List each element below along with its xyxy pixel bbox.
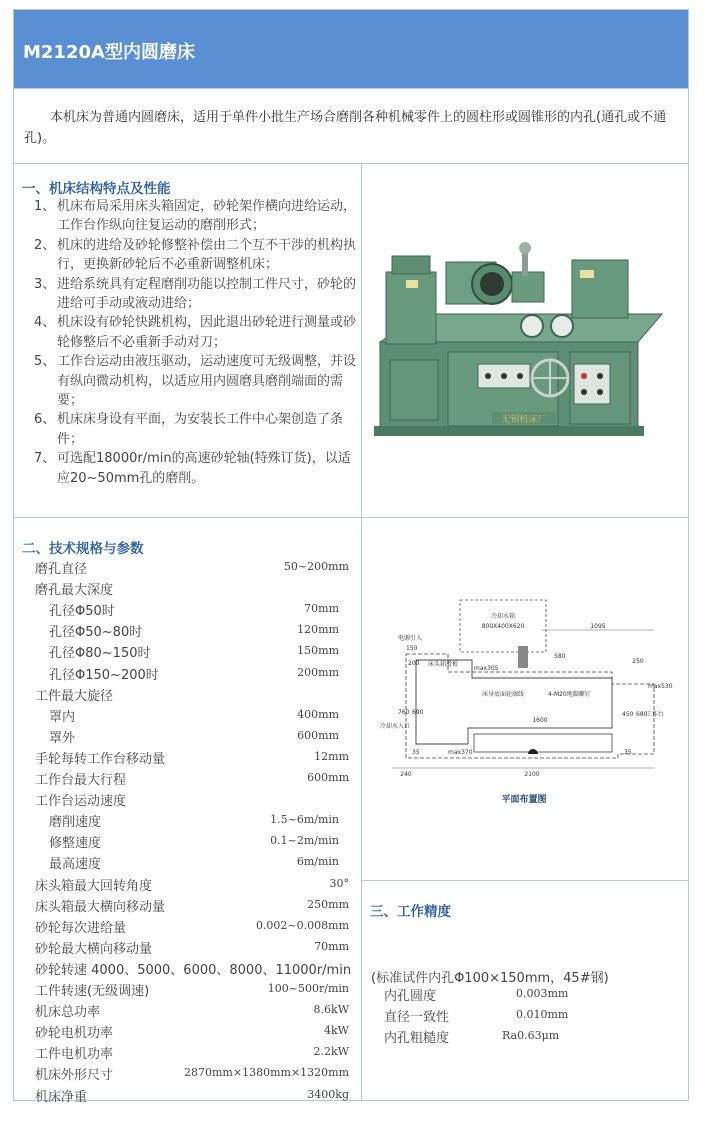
label-max530: max530: [648, 683, 673, 690]
intro-section: [14, 88, 688, 164]
specs-title: 二、技术规格与参数: [22, 541, 144, 557]
floor-plan-caption: 平面布置图: [501, 795, 547, 805]
spec-value: 600mm: [307, 771, 349, 784]
feature-number: 1、: [34, 199, 56, 214]
features-section: [14, 164, 688, 518]
spec-label: 砂轮转速 4000、5000、6000、8000、11000r/min: [35, 962, 352, 978]
spec-label: 床头箱最大横向移动量: [35, 899, 166, 915]
title-bar: [14, 10, 688, 88]
spec-value: 2870mm×1380mm×1320mm: [184, 1066, 349, 1080]
dim-35-right: 35: [624, 749, 632, 756]
dim-200: 200: [408, 660, 420, 667]
accuracy-value: 0.003mm: [516, 987, 569, 1000]
feature-number: 3、: [34, 276, 56, 292]
spec-label: 机床外形尺寸: [35, 1068, 114, 1084]
spec-value: 3400kg: [307, 1087, 349, 1101]
spec-value: 400mm: [297, 707, 339, 721]
spec-label: 修整速度: [49, 836, 102, 852]
product-sheet: [13, 9, 689, 1105]
dim-680: 680: [636, 711, 648, 718]
spec-value: 600mm: [297, 728, 339, 742]
spec-label: 机床净重: [35, 1089, 88, 1105]
spec-value: 200mm: [297, 665, 339, 679]
spec-label: 工件转速(无级调速): [35, 984, 150, 999]
machine-photo: [362, 164, 688, 517]
feature-text: 工作台运动由液压驱动，运动速度可无级调整，并设有纵向微动机构，以适应用内圆磨具磨削端面的需要；: [57, 354, 357, 409]
spec-value: 70mm: [304, 602, 339, 616]
spec-label: 孔径Φ50~80时: [49, 625, 143, 641]
label-power: 电源引入: [398, 635, 423, 642]
page-title: M2120A型内圆磨床: [23, 42, 195, 63]
spec-value: 12mm: [314, 749, 349, 763]
features-panel: [14, 164, 362, 517]
spec-label: 孔径Φ150~200时: [49, 667, 159, 683]
spec-label: 工作台最大行程: [35, 773, 127, 788]
feature-number: 6、: [34, 412, 56, 428]
feature-text: 机床布局采用床头箱固定，砂轮架作横向进给运动，工作台作纵向往复运动的磨削形式；: [57, 199, 357, 234]
machine-photo-panel: [362, 164, 688, 517]
spec-value: 2.2kW: [313, 1045, 349, 1059]
spec-value: 8.6kW: [313, 1003, 349, 1017]
dim-580: 580: [554, 653, 566, 660]
spec-value: 0.1~2m/min: [270, 834, 339, 848]
spec-label: 磨孔直径: [35, 562, 88, 577]
dim-1600: 1600: [532, 717, 548, 724]
feature-text: 可选配18000r/min的高速砂轮轴(特殊订货)，以适应20~50mm孔的磨削。: [57, 451, 351, 486]
spec-value: 100~500r/min: [267, 982, 349, 995]
spec-value: 250mm: [307, 897, 349, 911]
accuracy-label: 直径一致性: [384, 1010, 450, 1025]
spec-value: 70mm: [314, 939, 349, 953]
spec-value: 1.5~6m/min: [270, 813, 339, 827]
feature-number: 2、: [34, 237, 56, 253]
spec-value: 50~200mm: [283, 560, 349, 573]
dim-150: 150: [406, 645, 418, 652]
feature-item: [34, 449, 358, 488]
feature-text: 进给系统具有定程磨削功能以控制工件尺寸，砂轮的进给可手动或液动进给；: [57, 276, 357, 312]
label-table: 工作台: [646, 711, 665, 718]
feature-item: [34, 352, 358, 410]
feature-number: 4、: [34, 315, 56, 331]
label-bolts: 4-M20地脚螺钉: [548, 691, 591, 698]
spec-value: 6m/min: [296, 855, 339, 869]
spec-value: 30°: [329, 876, 349, 890]
label-bed-center: 床身底面轮廓线: [482, 691, 525, 698]
spec-label: 罩内: [49, 709, 76, 725]
feature-item: [34, 313, 358, 352]
accuracy-label: 内孔圆度: [384, 989, 437, 1004]
dim-690: 690: [412, 709, 424, 716]
accuracy-panel: [362, 881, 688, 1100]
feature-number: 5、: [34, 354, 56, 370]
accuracy-label: 内孔粗糙度: [384, 1031, 450, 1046]
spec-label: 孔径Φ80~150时: [49, 646, 151, 662]
dim-240: 240: [400, 771, 412, 778]
features-list: [34, 197, 358, 488]
spec-value: 0.002~0.008mm: [255, 918, 349, 932]
spec-label: 最高速度: [49, 857, 102, 873]
spec-label: 工件最大旋径: [35, 688, 114, 704]
feature-item: [34, 236, 358, 275]
floor-plan: [362, 518, 688, 881]
dim-250: 250: [632, 658, 644, 665]
dim-35-left: 35: [412, 749, 420, 756]
accuracy-subtitle: (标准试件内孔Φ100×150mm，45#钢): [371, 971, 609, 986]
feature-text: 机床设有砂轮快跳机构，因此退出砂轮进行测量或砂轮修整后不必重新手动对刀；: [57, 315, 357, 350]
specs-section: [14, 518, 688, 1105]
label-max370: max370: [448, 749, 473, 756]
label-tank: 冷却水箱: [490, 613, 516, 620]
spec-value: 4kW: [324, 1024, 349, 1038]
spec-label: 罩外: [49, 730, 76, 746]
feature-item: [34, 410, 358, 449]
spec-label: 工件电机功率: [35, 1047, 114, 1063]
dim-450: 450: [622, 711, 634, 718]
dim-1095: 1095: [590, 623, 606, 630]
spec-label: 磨孔最大深度: [35, 583, 114, 599]
feature-number: 7、: [34, 451, 56, 467]
intro-text: 本机床为普通内圆磨床，适用于单件小批生产场合磨削各种机械零件上的圆柱形或圆锥形的内孔(通孔或不通孔)。: [24, 110, 667, 146]
spec-label: 砂轮每次进给量: [35, 920, 127, 936]
accuracy-title: 三、工作精度: [370, 904, 451, 920]
spec-label: 孔径Φ50时: [49, 604, 115, 620]
dim-2100: 2100: [524, 771, 540, 778]
dim-760: 760: [398, 709, 410, 716]
label-max305: max305: [474, 665, 499, 672]
features-title: 一、机床结构特点及性能: [22, 181, 171, 197]
spec-label: 床头箱最大回转角度: [35, 878, 153, 894]
spec-label: 磨削速度: [49, 815, 102, 831]
spec-label: 砂轮电机功率: [35, 1026, 114, 1042]
spec-label: 手轮每转工作台移动量: [35, 751, 166, 767]
label-tank-size: 800X400X620: [481, 623, 525, 630]
feature-item: [34, 197, 358, 236]
spec-value: 150mm: [297, 644, 339, 658]
specs-panel: [14, 518, 362, 1105]
machine-maker-sign: 无锡机床厂: [501, 415, 547, 425]
spec-label: 机床总功率: [35, 1005, 101, 1021]
floor-plan-panel: [362, 518, 688, 881]
feature-text: 机床的进给及砂轮修整补偿由二个互不干涉的机构执行，更换新砂轮后不必重新调整机床；: [57, 237, 357, 273]
label-headstock-plate: 床头箱滑板: [428, 661, 459, 668]
feature-item: [34, 275, 358, 314]
label-water-in: 冷却水入口: [380, 723, 411, 730]
accuracy-value: 0.010mm: [516, 1008, 569, 1021]
feature-text: 机床床身设有平面，为安装长工件中心架创造了条件；: [57, 412, 344, 447]
spec-label: 砂轮最大横向移动量: [35, 941, 153, 957]
accuracy-value: Ra0.63μm: [502, 1029, 560, 1042]
spec-value: 120mm: [297, 623, 339, 637]
spec-label: 工作台运动速度: [35, 794, 127, 810]
